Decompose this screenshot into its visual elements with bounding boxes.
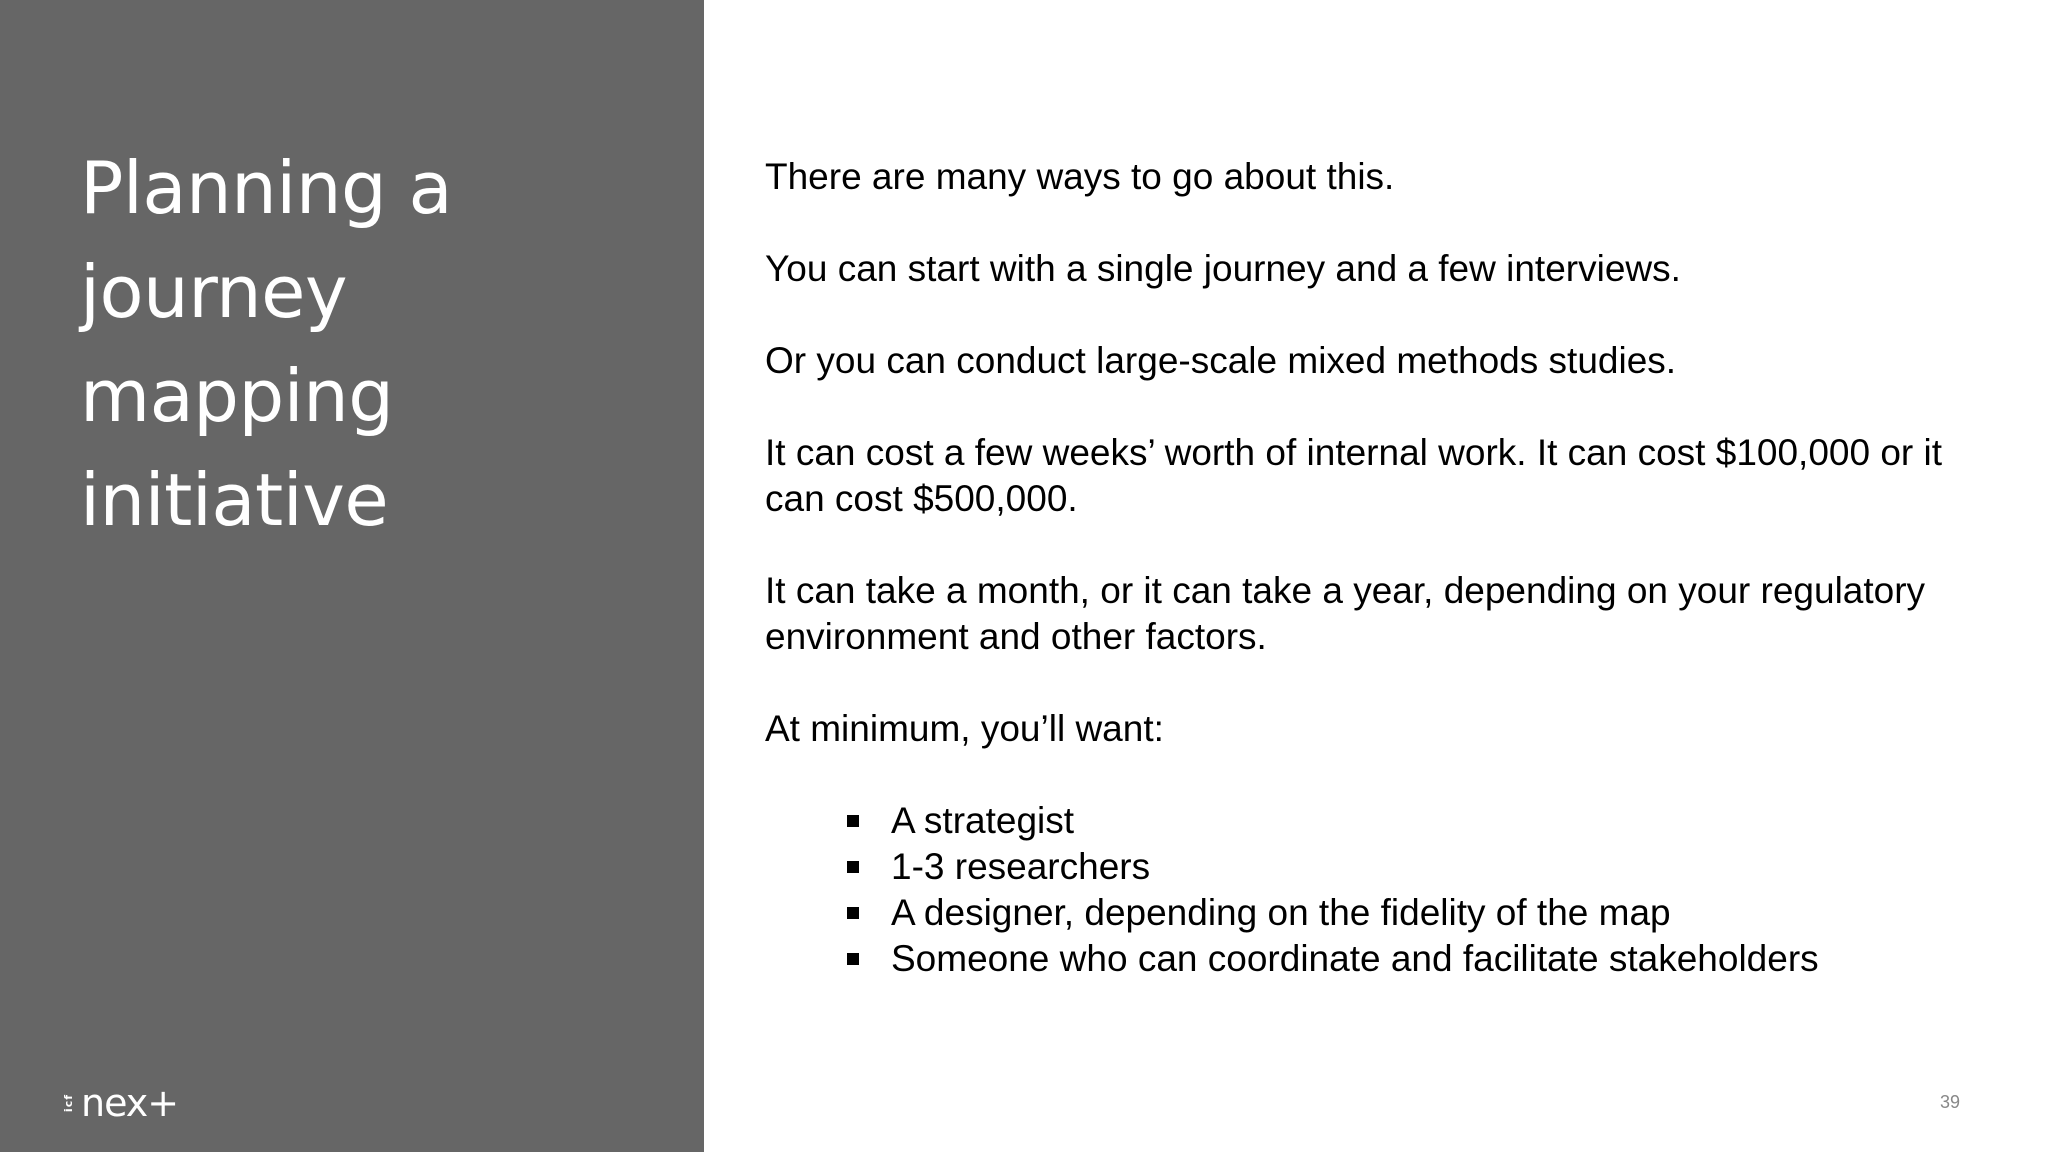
paragraph: Or you can conduct large-scale mixed methods studies.: [765, 340, 1677, 381]
slide-title: Planning a journey mapping initiative: [80, 146, 453, 542]
square-bullet-icon: [847, 907, 859, 919]
slide-body: [765, 154, 1995, 982]
bullet-text: A designer, depending on the fidelity of the map: [891, 892, 1671, 933]
paragraph: There are many ways to go about this.: [765, 156, 1395, 197]
bullet-item: [847, 936, 1995, 982]
square-bullet-icon: [847, 815, 859, 827]
bullet-list: [765, 798, 1995, 982]
paragraph: You can start with a single journey and a few interviews.: [765, 248, 1681, 289]
bullet-item: [847, 844, 1995, 890]
square-bullet-icon: [847, 861, 859, 873]
icf-next-logo: [62, 1083, 178, 1123]
bullet-item: [847, 798, 1995, 844]
paragraph: At minimum, you’ll want:: [765, 708, 1164, 749]
logo-wordmark: nex+: [81, 1081, 179, 1125]
logo-prefix: icf: [62, 1093, 75, 1113]
square-bullet-icon: [847, 953, 859, 965]
paragraph: It can cost a few weeks’ worth of internal work. It can cost $100,000 or it can cost $500,000.: [765, 432, 1943, 519]
bullet-text: 1-3 researchers: [891, 846, 1151, 887]
paragraph: It can take a month, or it can take a year, depending on your regulatory environment and other factors.: [765, 570, 1926, 657]
bullet-item: [847, 890, 1995, 936]
page-number: 39: [1939, 1092, 1960, 1112]
bullet-text: A strategist: [891, 800, 1075, 841]
left-panel: [0, 0, 704, 1152]
bullet-text: Someone who can coordinate and facilitate stakeholders: [891, 938, 1819, 979]
